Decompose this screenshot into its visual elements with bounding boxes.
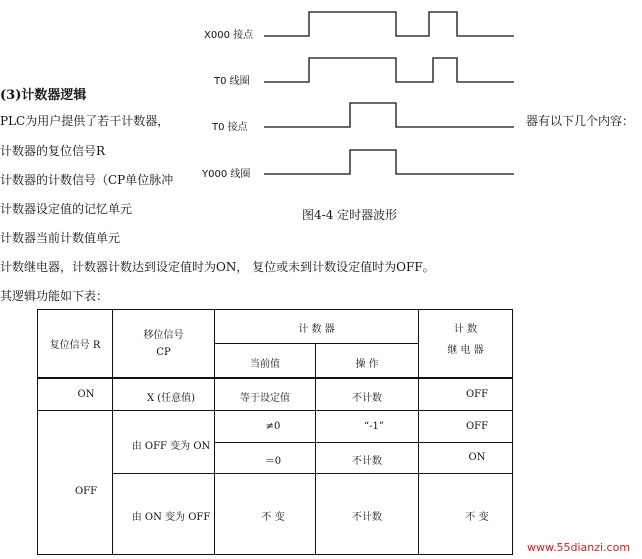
cell-relay-unchanged: 不 变 bbox=[465, 512, 489, 523]
watermark: www.55dianzi.com bbox=[527, 541, 631, 554]
header-current: 当前值 bbox=[250, 359, 280, 370]
cell-current-unchanged: 不 变 bbox=[261, 512, 285, 523]
header-shift-2: CP bbox=[156, 347, 171, 358]
header-counter: 计 数 器 bbox=[298, 324, 335, 335]
signal-label-t0-coil: T0 线圈 bbox=[214, 76, 250, 87]
list-item-counter-relay: 计数继电器，计数器计数达到设定值时为ON， 复位或未到计数设定值时为OFF。 bbox=[0, 260, 435, 274]
cell-relay-off-2: OFF bbox=[465, 421, 489, 432]
signal-label-y000: Y000 线圈 bbox=[202, 169, 251, 180]
cell-reset-on: ON bbox=[77, 389, 95, 400]
waveform-t0-contact bbox=[264, 103, 514, 127]
cell-cp-off-to-on: 由 OFF 变为 ON bbox=[131, 441, 211, 452]
header-relay-2: 继 电 器 bbox=[447, 345, 484, 356]
cell-cp-any: X (任意值) bbox=[146, 393, 196, 404]
waveform-y000 bbox=[264, 150, 514, 174]
figure-caption: 图4-4 定时器波形 bbox=[302, 208, 398, 222]
signal-label-x000: X000 接点 bbox=[204, 30, 254, 41]
intro-right: 器有以下几个内容： bbox=[526, 114, 635, 128]
cell-current-nonzero: ≠0 bbox=[265, 421, 281, 432]
cell-relay-on: ON bbox=[468, 452, 486, 463]
waveform-x000 bbox=[264, 12, 514, 36]
section-heading: (3)计数器逻辑 bbox=[0, 88, 87, 103]
header-operation: 操 作 bbox=[355, 359, 379, 370]
cell-current-zero: ＝0 bbox=[264, 456, 282, 467]
intro-left: PLC为用户提供了若干计数器， bbox=[0, 114, 170, 128]
cell-cp-on-to-off: 由 ON 变为 OFF bbox=[131, 512, 211, 523]
header-reset: 复位信号 R bbox=[49, 340, 101, 351]
list-item-reset-signal: 计数器的复位信号R bbox=[0, 144, 106, 158]
cell-op-no-count: 不计数 bbox=[352, 393, 382, 404]
signal-label-t0-contact: T0 接点 bbox=[212, 122, 248, 133]
cell-relay-off: OFF bbox=[465, 389, 489, 400]
cell-op-no-count-2: 不计数 bbox=[352, 456, 382, 467]
list-item-current-value: 计数器当前计数值单元 bbox=[0, 231, 121, 245]
cell-current-equal: 等于设定值 bbox=[240, 393, 290, 404]
list-item-count-signal: 计数器的计数信号（CP单位脉冲 bbox=[0, 173, 174, 187]
logic-table-intro: 其逻辑功能如下表： bbox=[0, 289, 109, 303]
cell-op-minus-one: “-1” bbox=[364, 421, 384, 432]
list-item-preset-memory: 计数器设定值的记忆单元 bbox=[0, 202, 133, 216]
cell-reset-off: OFF bbox=[74, 486, 98, 497]
cell-op-no-count-3: 不计数 bbox=[352, 512, 382, 523]
header-shift-1: 移位信号 bbox=[143, 330, 184, 341]
waveform-t0-coil bbox=[264, 58, 514, 82]
header-relay-1: 计 数 bbox=[453, 324, 478, 335]
